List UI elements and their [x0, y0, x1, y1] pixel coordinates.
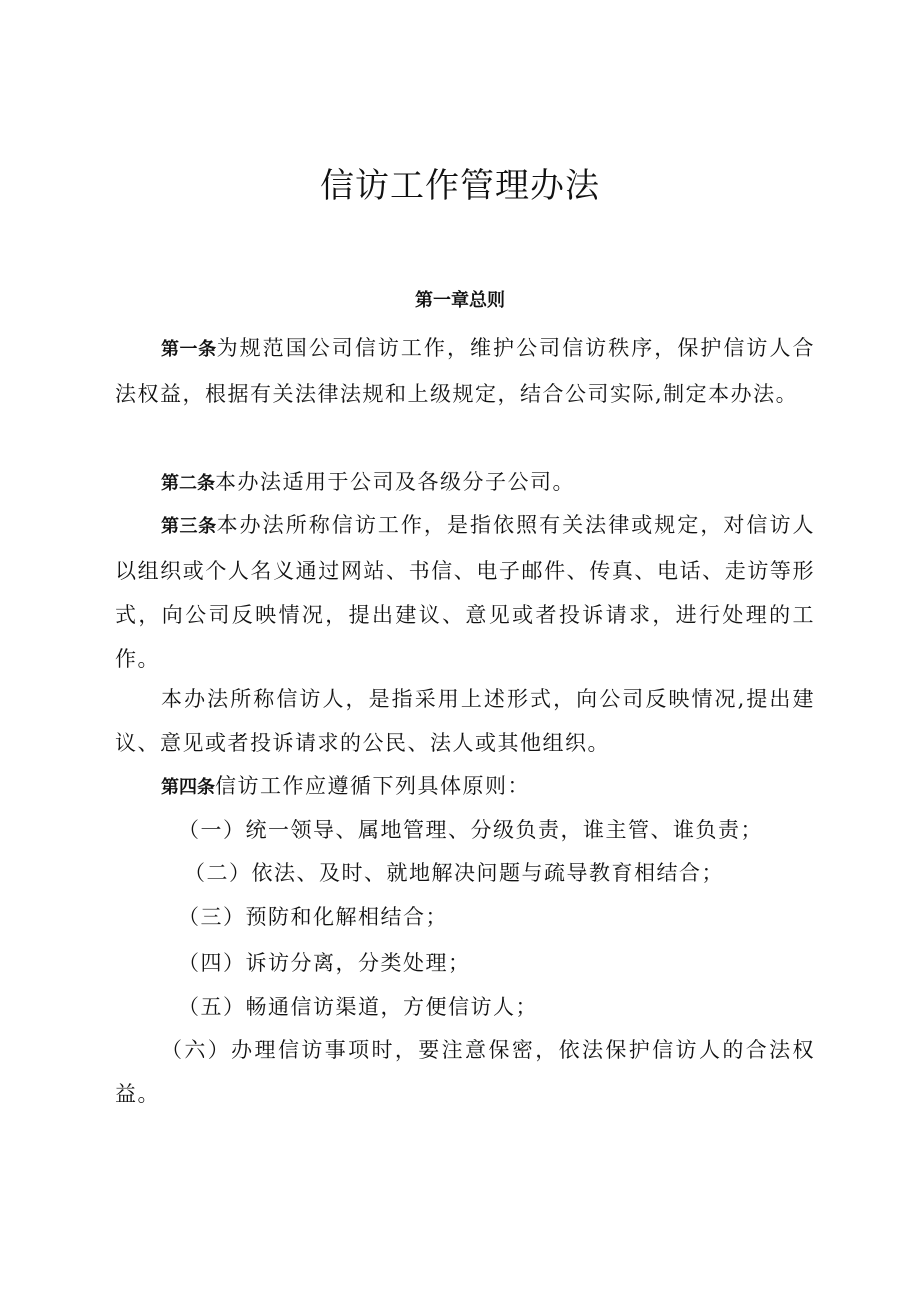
- principle-item: （四）诉访分离，分类处理；: [178, 951, 471, 975]
- article-label: 第二条: [161, 473, 215, 494]
- article-4: [115, 764, 815, 810]
- principle-item: （六）办理信访事项时，要注意保密，依法保护信访人的合法权益。: [115, 1038, 815, 1106]
- article-label: 第四条: [161, 777, 215, 798]
- article-text: 信访工作应遵循下列具体原则：: [215, 774, 530, 798]
- article-2: [115, 460, 815, 506]
- principle-item: （二）依法、及时、就地解决问题与疏导教育相结合；: [184, 861, 724, 885]
- principle-item: （一）统一领导、属地管理、分级负责，谁主管、谁负责；: [178, 818, 763, 842]
- article-label: 第一条: [161, 339, 217, 360]
- article-text: 为规范国公司信访工作，维护公司信访秩序，保护信访人合法权益，根据有关法律法规和上级规定，结合公司实际,制定本办法。: [115, 336, 815, 406]
- article-1: [115, 326, 815, 416]
- article-text: 本办法所称信访工作，是指依照有关法律或规定，对信访人以组织或个人名义通过网站、书信、电子邮件、传真、电话、走访等形式，向公司反映情况，提出建议、意见或者投诉请求，进行处理的工作。: [115, 513, 815, 671]
- document-title: 信访工作管理办法: [320, 166, 600, 206]
- principle-item: （五）畅通信访渠道，方便信访人；: [178, 995, 538, 1019]
- article-3: [115, 503, 815, 681]
- article-3-paragraph-2: 本办法所称信访人，是指采用上述形式，向公司反映情况,提出建议、意见或者投诉请求的公民、法人或其他组织。: [115, 687, 815, 755]
- principle-item: （三）预防和化解相结合；: [178, 905, 448, 929]
- article-text: 本办法适用于公司及各级分子公司。: [215, 470, 575, 494]
- article-label: 第三条: [161, 516, 217, 537]
- chapter-heading: 第一章总则: [415, 290, 505, 311]
